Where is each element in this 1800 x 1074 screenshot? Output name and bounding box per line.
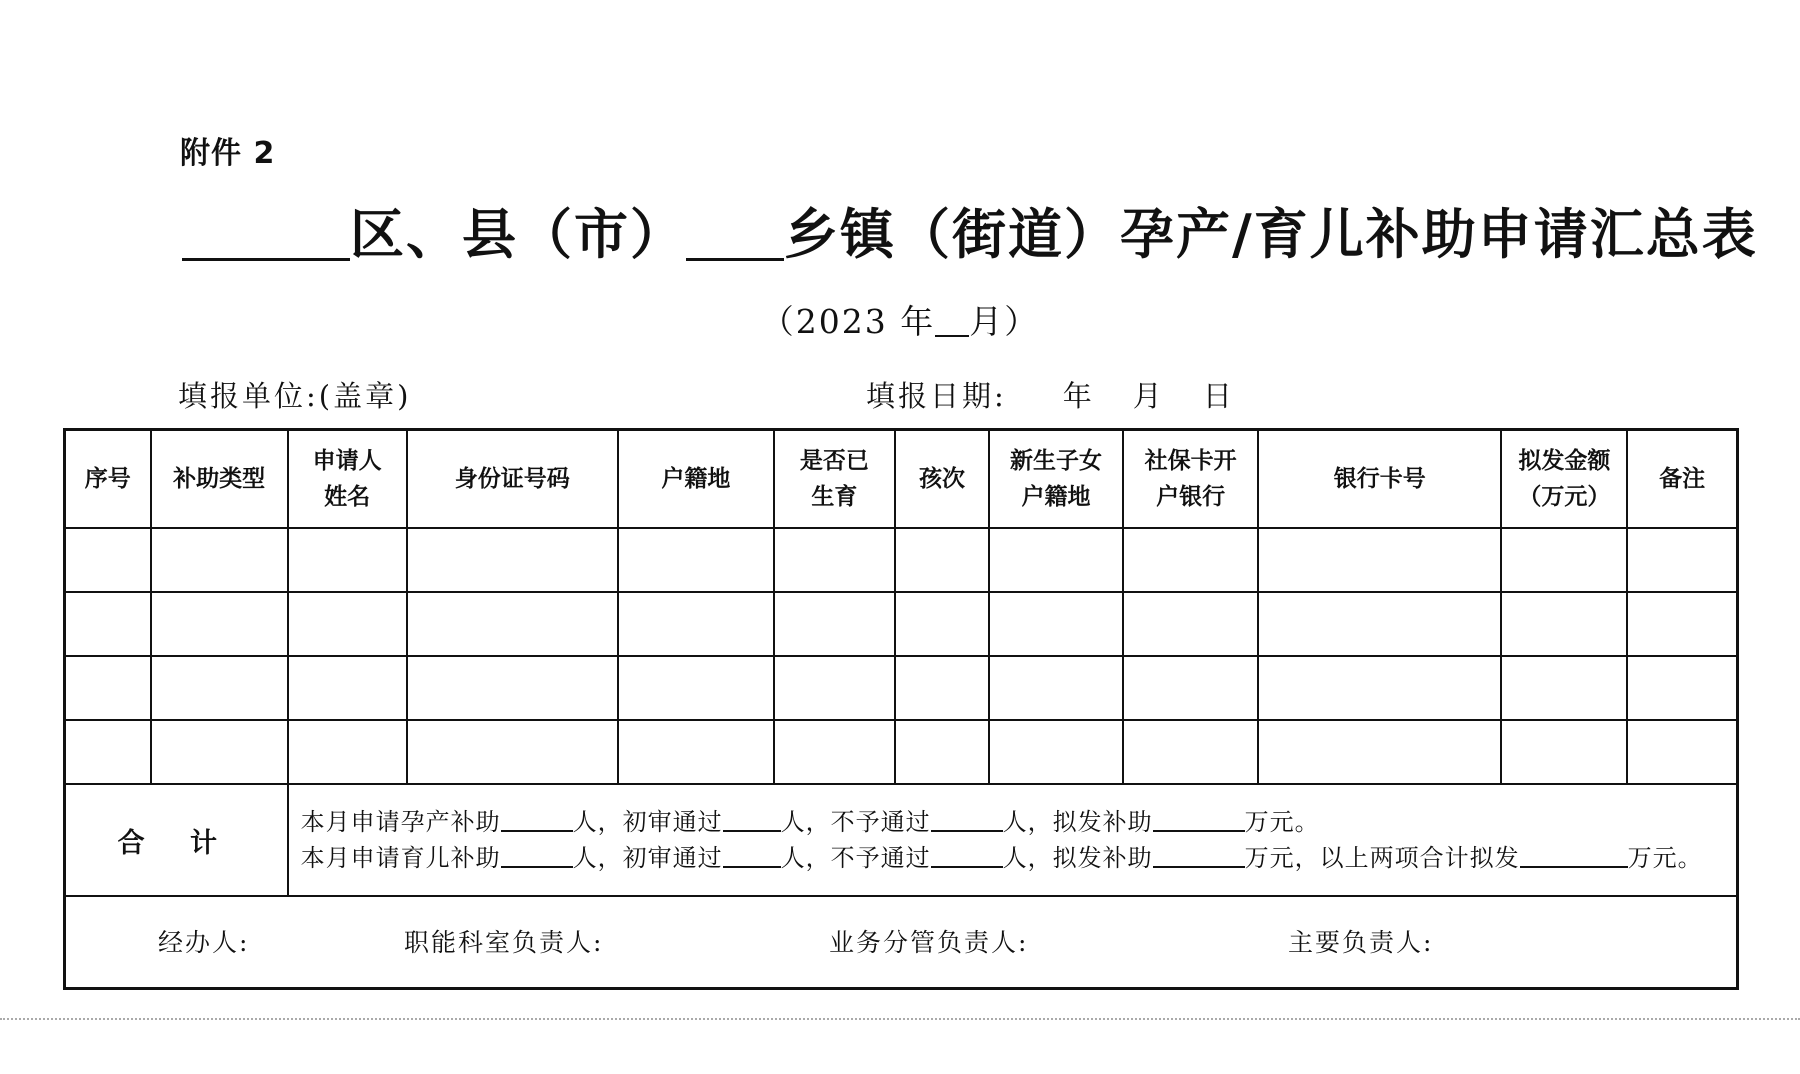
- entry-cell[interactable]: [65, 528, 151, 592]
- maternity-rejected-blank[interactable]: [931, 806, 1003, 832]
- column-header-line: 户籍地: [661, 466, 731, 492]
- subtitle-suffix: 月）: [969, 302, 1040, 341]
- grand-total-text: 万元，以上两项合计拟发: [1244, 844, 1520, 872]
- column-header-line: 备注: [1659, 466, 1706, 492]
- column-header-line: 生育: [811, 484, 858, 510]
- maternity-passed-blank[interactable]: [723, 806, 781, 832]
- principal-label: 主要负责人:: [1288, 928, 1434, 957]
- entry-cell[interactable]: [1258, 720, 1501, 784]
- table-row: [65, 528, 1738, 592]
- entry-cell[interactable]: [618, 656, 774, 720]
- column-header-line: 户籍地: [1021, 484, 1091, 510]
- maternity-amount-blank[interactable]: [1153, 806, 1245, 832]
- entry-cell[interactable]: [895, 592, 989, 656]
- table-row: [65, 720, 1738, 784]
- handler-label: 经办人:: [158, 928, 250, 957]
- column-header: [1123, 430, 1258, 529]
- entry-cell[interactable]: [1501, 528, 1627, 592]
- entry-cell[interactable]: [618, 528, 774, 592]
- column-header: [407, 430, 618, 529]
- entry-cell[interactable]: [1501, 592, 1627, 656]
- column-header-line: 申请人: [312, 448, 382, 474]
- entry-cell[interactable]: [1501, 720, 1627, 784]
- entry-cell[interactable]: [1123, 656, 1258, 720]
- column-header-line: 孩次: [918, 466, 965, 492]
- entry-cell[interactable]: [618, 720, 774, 784]
- dept-head-label: 职能科室负责人:: [404, 928, 604, 957]
- entry-cell[interactable]: [1258, 656, 1501, 720]
- column-header-line: 序号: [84, 466, 131, 492]
- entry-cell[interactable]: [288, 592, 407, 656]
- column-header-line: 银行卡号: [1333, 466, 1426, 492]
- entry-cell[interactable]: [774, 528, 895, 592]
- entry-cell[interactable]: [989, 720, 1123, 784]
- date-day: 日: [1202, 379, 1235, 413]
- entry-cell[interactable]: [1123, 720, 1258, 784]
- maternity-unit-text: 万元。: [1244, 808, 1320, 836]
- table-row: [65, 592, 1738, 656]
- month-blank: [935, 307, 969, 337]
- maternity-amount-text: 人，拟发补助: [1002, 808, 1153, 836]
- supervisor-label: 业务分管负责人:: [829, 928, 1029, 957]
- column-header-line: 姓名: [324, 484, 371, 510]
- entry-cell[interactable]: [1627, 528, 1737, 592]
- column-header: [989, 430, 1123, 529]
- childcare-passed-blank[interactable]: [723, 842, 781, 868]
- entry-cell[interactable]: [774, 592, 895, 656]
- entry-cell[interactable]: [288, 528, 407, 592]
- childcare-applied-blank[interactable]: [501, 842, 573, 868]
- entry-cell[interactable]: [151, 592, 288, 656]
- total-row: [65, 784, 1738, 896]
- entry-cell[interactable]: [65, 592, 151, 656]
- header-row: [65, 430, 1738, 529]
- entry-cell[interactable]: [989, 592, 1123, 656]
- childcare-amount-blank[interactable]: [1153, 842, 1245, 868]
- form-title: [182, 192, 1758, 269]
- table-row: [65, 656, 1738, 720]
- total-label: 合 计: [65, 784, 288, 896]
- column-header: [895, 430, 989, 529]
- column-header-line: （万元）: [1518, 484, 1611, 510]
- entry-cell[interactable]: [407, 720, 618, 784]
- column-header: [288, 430, 407, 529]
- title-part1: 区、县（市）: [350, 202, 686, 266]
- entry-cell[interactable]: [151, 528, 288, 592]
- filing-date-label: 填报日期:: [866, 379, 1007, 413]
- childcare-applied-text: 本月申请育儿补助: [300, 844, 501, 872]
- entry-cell[interactable]: [1258, 592, 1501, 656]
- column-header: [774, 430, 895, 529]
- entry-cell[interactable]: [65, 656, 151, 720]
- childcare-passed-text: 人，初审通过: [572, 844, 723, 872]
- entry-cell[interactable]: [288, 720, 407, 784]
- entry-cell[interactable]: [1627, 592, 1737, 656]
- childcare-rejected-blank[interactable]: [931, 842, 1003, 868]
- entry-cell[interactable]: [1627, 656, 1737, 720]
- maternity-passed-text: 人，初审通过: [572, 808, 723, 836]
- total-summary: [288, 784, 1738, 896]
- scan-edge: [0, 1018, 1800, 1020]
- entry-cell[interactable]: [1258, 528, 1501, 592]
- column-header: [151, 430, 288, 529]
- column-header-line: 是否已: [799, 448, 869, 474]
- maternity-rejected-text: 人，不予通过: [780, 808, 931, 836]
- maternity-applied-text: 本月申请孕产补助: [300, 808, 501, 836]
- entry-cell[interactable]: [895, 656, 989, 720]
- column-header-line: 身份证号码: [454, 466, 570, 492]
- entry-cell[interactable]: [774, 720, 895, 784]
- subtitle-prefix: （2023 年: [760, 302, 936, 341]
- entry-cell[interactable]: [989, 656, 1123, 720]
- entry-cell[interactable]: [65, 720, 151, 784]
- maternity-applied-blank[interactable]: [501, 806, 573, 832]
- attachment-label: 附件 2: [180, 136, 276, 171]
- column-header-line: 户银行: [1156, 484, 1226, 510]
- column-header: [65, 430, 151, 529]
- entry-cell[interactable]: [774, 656, 895, 720]
- entry-cell[interactable]: [895, 528, 989, 592]
- period-subtitle: [0, 296, 1800, 343]
- column-header-line: 社保卡开: [1144, 448, 1237, 474]
- summary-table: [63, 428, 1739, 990]
- date-year: 年: [1062, 379, 1095, 413]
- column-header-line: 补助类型: [173, 466, 266, 492]
- column-header-line: 新生子女: [1010, 448, 1103, 474]
- signature-cell: [65, 896, 1738, 989]
- entry-cell[interactable]: [1123, 528, 1258, 592]
- filing-unit-label: 填报单位:(盖章): [178, 379, 412, 413]
- maternity-summary-line: [301, 804, 1736, 840]
- column-header: [1501, 430, 1627, 529]
- grand-total-unit: 万元。: [1627, 844, 1703, 872]
- entry-cell[interactable]: [288, 656, 407, 720]
- title-part2: 乡镇（街道）孕产/育儿补助申请汇总表: [784, 202, 1758, 266]
- entry-cell[interactable]: [151, 656, 288, 720]
- entry-cell[interactable]: [618, 592, 774, 656]
- entry-cell[interactable]: [151, 720, 288, 784]
- column-header-line: 拟发金额: [1518, 448, 1611, 474]
- district-blank: [182, 214, 350, 261]
- column-header: [1627, 430, 1737, 529]
- filing-date: [866, 374, 1235, 415]
- grand-total-blank[interactable]: [1520, 842, 1628, 868]
- childcare-rejected-text: 人，不予通过: [780, 844, 931, 872]
- entry-cell[interactable]: [989, 528, 1123, 592]
- entry-cell[interactable]: [1501, 656, 1627, 720]
- entry-cell[interactable]: [407, 592, 618, 656]
- column-header: [618, 430, 774, 529]
- entry-cell[interactable]: [895, 720, 989, 784]
- entry-cell[interactable]: [1627, 720, 1737, 784]
- childcare-amount-text: 人，拟发补助: [1002, 844, 1153, 872]
- entry-cell[interactable]: [407, 528, 618, 592]
- town-blank: [686, 214, 784, 261]
- signature-row: [65, 896, 1738, 989]
- date-month: 月: [1132, 379, 1165, 413]
- entry-cell[interactable]: [407, 656, 618, 720]
- column-header: [1258, 430, 1501, 529]
- childcare-summary-line: [301, 840, 1736, 876]
- entry-cell[interactable]: [1123, 592, 1258, 656]
